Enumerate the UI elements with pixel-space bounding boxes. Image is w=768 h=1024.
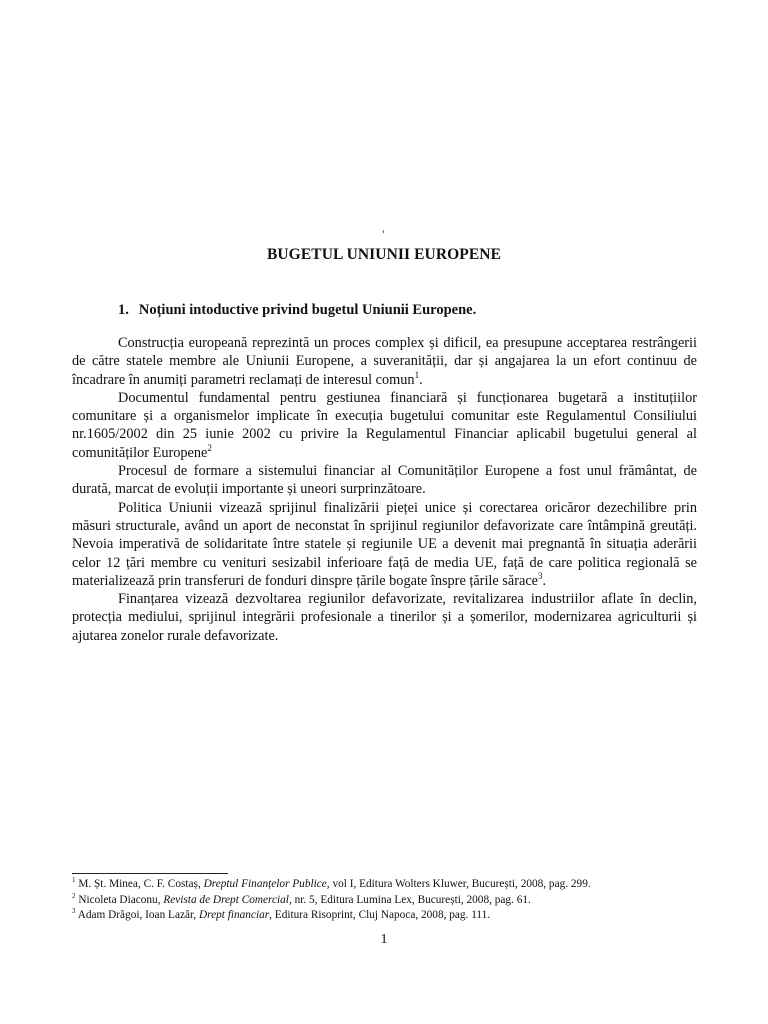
section-heading xyxy=(118,302,476,319)
footnote-number: 3 xyxy=(72,907,76,916)
section-number: 1. xyxy=(118,302,129,318)
footnote-title: Dreptul Finanțelor Publice, xyxy=(203,878,330,890)
footnotes xyxy=(72,877,697,924)
footnote-ref: 2 xyxy=(207,443,212,454)
paragraph: Procesul de formare a sistemului financiar al Comunităților Europene a fost unul frământat, de durată, marcat de evoluții importante și uneori surprinzătoare. xyxy=(72,463,697,498)
footnote-number: 2 xyxy=(72,891,76,900)
body-text xyxy=(72,334,697,645)
footnote-separator xyxy=(72,873,228,874)
footnote: $^1$ M. Șt. Minea, C. F. Costaș, Dreptul Finanțelor Publice, vol I, Editura Wolters Kluwer, București, 2008, pag. 299. xyxy=(72,876,591,890)
top-mark: ‹ xyxy=(382,226,385,236)
document-title: BUGETUL UNIUNII EUROPENE xyxy=(266,246,502,263)
paragraph: Documentul fundamental pentru gestiunea financiară și funcționarea bugetară a instituțiilor comunitare și a organismelor implicate în execuția bugetului comunitar este Regulamentul Consiliului nr.1605/2002 din 25 iunie 2002 cu privire la Regulamentul Financiar aplicabil bugetului general al comunităților Europene$^2$ xyxy=(72,389,697,461)
section-heading-text: Noțiuni intoductive privind bugetul Uniunii Europene. xyxy=(138,302,477,318)
footnote: $^2$ Nicoleta Diaconu, Revista de Drept Comercial, nr. 5, Editura Lumina Lex, București, 2008, pag. 61. xyxy=(72,891,531,906)
footnote-title: Revista de Drept Comercial, xyxy=(163,893,292,906)
footnote: $^3$ Adam Drăgoi, Ioan Lazăr, Drept financiar, Editura Risoprint, Cluj Napoca, 2008, pag. 111. xyxy=(72,907,491,921)
paragraph: Finanțarea vizează dezvoltarea regiunilor defavorizate, revitalizarea industriilor aflate în declin, protecția mediului, sprijinul integrării profesionale a tinerilor și a șomerilor, modernizarea agriculturii și ajutarea zonelor rurale defavorizate. xyxy=(72,591,697,644)
footnote-title: Drept financiar xyxy=(198,909,270,921)
page-number: 1 xyxy=(380,932,388,947)
footnote-number: 1 xyxy=(72,876,76,885)
paragraph: Construcția europeană reprezintă un proces complex și dificil, ea presupune acceptarea restrângerii de către statele membre ale Uniunii Europene, a suveranității, dar și angajarea la un efort continuu de încadrare în anumiți parametri reclamați de interesul comun$^1$. xyxy=(72,335,697,388)
footnote-ref: 1 xyxy=(414,369,420,380)
footnote-ref: 3 xyxy=(538,571,543,582)
paragraph: Politica Uniunii vizează sprijinul finalizării pieței unice și corectarea oricăror dezechilibre prin măsuri structurale, având un aport de neconstat în sprijinul regiunilor defavorizate care întâmpină greutăți. Nevoia imperativă de solidaritate între statele și regiunile UE a devenit mai pregnantă în situația aderării celor 12 țări membre cu venituri sesizabil inferioare față de media UE, față de care politica regională se materializează prin transferuri de fonduri dinspre țările bogate înspre țările sărace$^3$. xyxy=(72,499,697,589)
